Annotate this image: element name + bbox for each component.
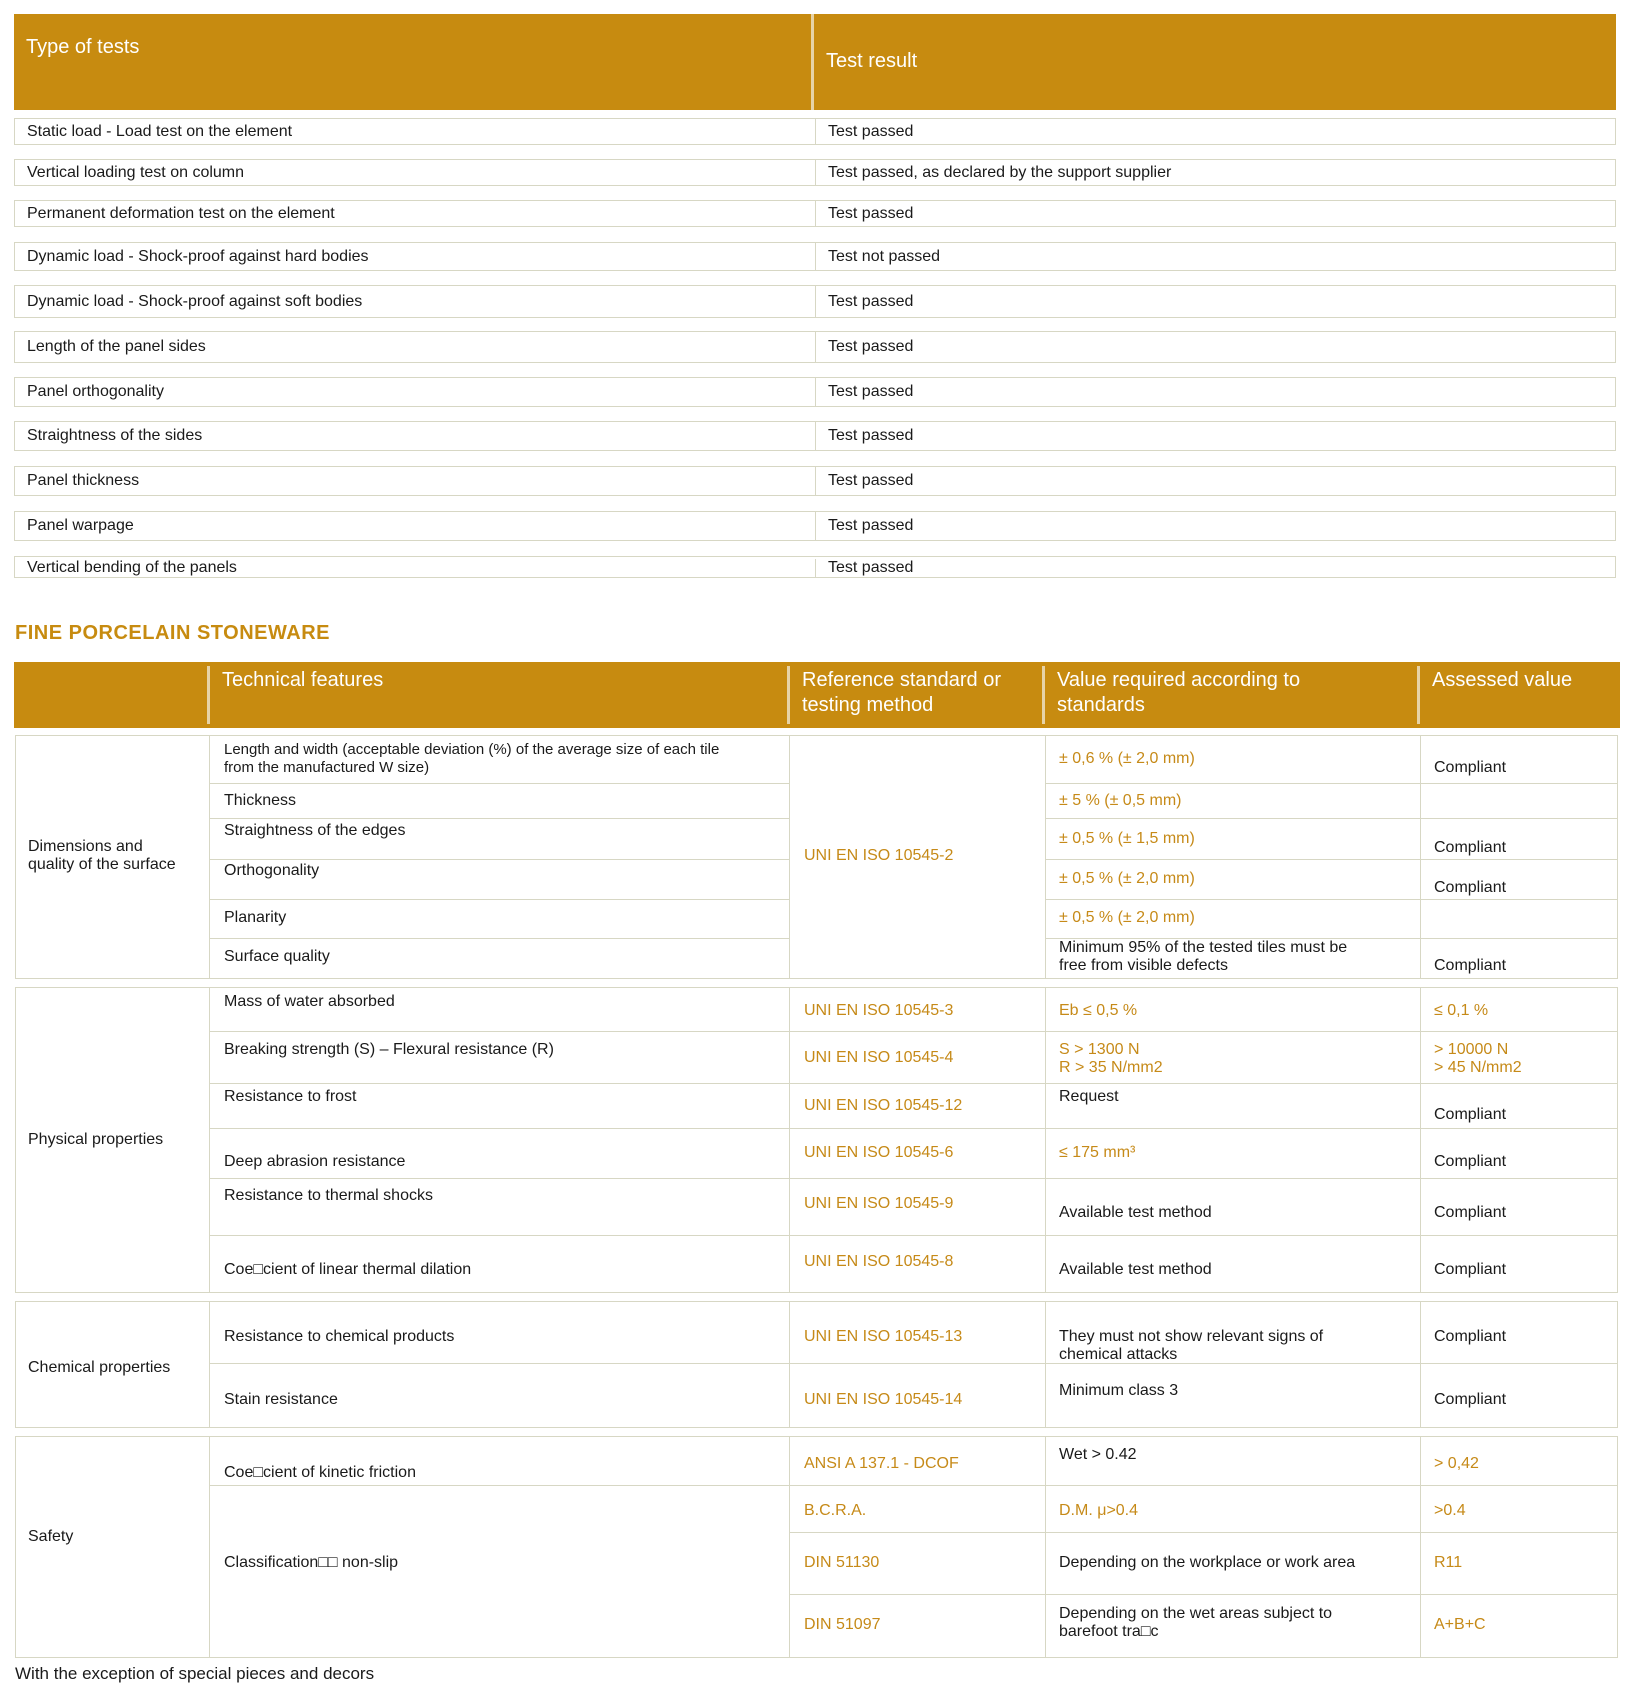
- test-type: Vertical bending of the panels: [15, 559, 816, 577]
- required-value: Depending on the workplace or work area: [1059, 1554, 1356, 1571]
- required-value: Depending on the wet areas subject to barefoot tra□c: [1059, 1605, 1333, 1640]
- feature-label: Deep abrasion resistance: [224, 1153, 406, 1170]
- feature-label: Resistance to chemical products: [224, 1328, 455, 1345]
- reference-standard: DIN 51130: [804, 1554, 880, 1571]
- reference-standard: UNI EN ISO 10545-13: [804, 1328, 963, 1345]
- category-label: Physical properties: [28, 1131, 164, 1148]
- assessed-value: Compliant: [1434, 1391, 1507, 1408]
- table-row: [14, 200, 1616, 227]
- test-type: Static load - Load test on the element: [15, 119, 816, 144]
- header-test-result: Test result: [826, 50, 918, 72]
- reference-standard: UNI EN ISO 10545-12: [804, 1097, 963, 1114]
- header-divider: [1417, 666, 1420, 724]
- test-result: Test passed: [828, 338, 914, 355]
- reference-standard: UNI EN ISO 10545-2: [804, 847, 954, 864]
- test-result: Test passed: [828, 292, 914, 310]
- assessed-value: A+B+C: [1434, 1616, 1486, 1633]
- header-divider: [787, 666, 790, 724]
- required-value: Minimum class 3: [1059, 1382, 1179, 1399]
- required-value: Available test method: [1059, 1261, 1212, 1278]
- required-value: They must not show relevant signs of chemical attacks: [1059, 1328, 1324, 1363]
- test-result: Test passed: [828, 204, 914, 222]
- assessed-value: Compliant: [1434, 1204, 1507, 1221]
- header-divider: [207, 666, 210, 724]
- feature-label: Length and width (acceptable deviation (%) of the average size of each tile from the manufactured W size): [224, 741, 720, 776]
- table-row: [14, 331, 1616, 363]
- table-row: [14, 421, 1616, 451]
- footnote: With the exception of special pieces and decors: [15, 1664, 375, 1683]
- group-safety: [15, 1436, 1618, 1658]
- feature-label: Resistance to frost: [224, 1088, 357, 1105]
- reference-standard: ANSI A 137.1 - DCOF: [804, 1455, 959, 1472]
- assessed-value: Compliant: [1434, 957, 1507, 974]
- group-physical: [15, 987, 1618, 1293]
- feature-label: Coe□cient of linear thermal dilation: [224, 1261, 472, 1278]
- test-type: Panel orthogonality: [15, 378, 816, 406]
- required-value: ± 0,5 % (± 1,5 mm): [1059, 830, 1195, 847]
- assessed-value: ≤ 0,1 %: [1434, 1002, 1489, 1019]
- test-result: Test passed: [828, 472, 914, 489]
- category-label: Dimensions and quality of the surface: [28, 838, 176, 873]
- table-row: [14, 511, 1616, 541]
- assessed-value: Compliant: [1434, 1328, 1507, 1345]
- reference-standard: UNI EN ISO 10545-9: [804, 1195, 954, 1212]
- feature-label: Planarity: [224, 909, 287, 926]
- header-value-required: Value required according to standards: [1057, 669, 1301, 716]
- assessed-value: Compliant: [1434, 1153, 1507, 1170]
- feature-label: Breaking strength (S) – Flexural resistance (R): [224, 1041, 554, 1058]
- test-type: Panel warpage: [15, 512, 816, 540]
- header-technical-features: Technical features: [222, 669, 384, 691]
- reference-standard: UNI EN ISO 10545-6: [804, 1144, 954, 1161]
- required-value: S > 1300 N R > 35 N/mm2: [1059, 1041, 1163, 1076]
- feature-label: Stain resistance: [224, 1391, 338, 1408]
- assessed-value: > 10000 N > 45 N/mm2: [1434, 1041, 1522, 1076]
- feature-label: Coe□cient of kinetic friction: [224, 1464, 416, 1481]
- required-value: Request: [1059, 1088, 1119, 1105]
- required-value: Available test method: [1059, 1204, 1212, 1221]
- reference-standard: UNI EN ISO 10545-14: [804, 1391, 963, 1408]
- required-value: Eb ≤ 0,5 %: [1059, 1002, 1138, 1019]
- table-row: [14, 242, 1616, 271]
- header-reference-standard: Reference standard or testing method: [802, 669, 1002, 716]
- section-title: FINE PORCELAIN STONEWARE: [15, 622, 330, 644]
- test-result: Test not passed: [828, 247, 941, 265]
- required-value: D.M. μ>0.4: [1059, 1502, 1139, 1519]
- test-result: Test passed: [828, 383, 914, 400]
- header-divider: [1042, 666, 1045, 724]
- reference-standard: DIN 51097: [804, 1616, 881, 1633]
- table-row: [14, 466, 1616, 496]
- test-type: Permanent deformation test on the element: [15, 201, 816, 226]
- assessed-value: R11: [1434, 1554, 1463, 1571]
- assessed-value: >0.4: [1434, 1502, 1466, 1519]
- assessed-value: Compliant: [1434, 1261, 1507, 1278]
- assessed-value: > 0,42: [1434, 1455, 1479, 1472]
- category-label: Chemical properties: [28, 1359, 171, 1376]
- assessed-value: Compliant: [1434, 759, 1507, 776]
- feature-label: Thickness: [224, 792, 297, 809]
- feature-label: Resistance to thermal shocks: [224, 1187, 433, 1204]
- feature-label: Straightness of the edges: [224, 822, 406, 839]
- category-label: Safety: [28, 1528, 74, 1545]
- reference-standard: B.C.R.A.: [804, 1502, 867, 1519]
- header-assessed-value: Assessed value: [1432, 669, 1573, 691]
- test-type: Straightness of the sides: [15, 422, 816, 450]
- group-chemical: [15, 1301, 1618, 1428]
- required-value: Wet > 0.42: [1059, 1446, 1137, 1463]
- test-type: Dynamic load - Shock-proof against hard bodies: [15, 243, 816, 270]
- feature-label: Mass of water absorbed: [224, 993, 395, 1010]
- group-dimensions: [15, 735, 1618, 979]
- test-result: Test passed: [828, 559, 914, 576]
- required-value: ± 0,5 % (± 2,0 mm): [1059, 870, 1195, 887]
- test-result: Test passed, as declared by the support supplier: [828, 163, 1172, 181]
- table-row: [14, 159, 1616, 186]
- feature-label: Surface quality: [224, 948, 330, 965]
- reference-standard: UNI EN ISO 10545-4: [804, 1049, 954, 1066]
- required-value: Minimum 95% of the tested tiles must be free from visible defects: [1059, 939, 1348, 974]
- assessed-value: Compliant: [1434, 879, 1507, 896]
- required-value: ± 0,6 % (± 2,0 mm): [1059, 750, 1195, 767]
- required-value: ± 0,5 % (± 2,0 mm): [1059, 909, 1195, 926]
- tests-table: [14, 14, 1616, 576]
- test-type: Panel thickness: [15, 467, 816, 495]
- required-value: ≤ 175 mm³: [1059, 1144, 1136, 1161]
- test-result: Test passed: [828, 517, 914, 534]
- test-type: Dynamic load - Shock-proof against soft bodies: [15, 286, 816, 317]
- assessed-value: Compliant: [1434, 839, 1507, 856]
- test-type: Length of the panel sides: [15, 332, 816, 362]
- assessed-value: Compliant: [1434, 1106, 1507, 1123]
- required-value: ± 5 % (± 0,5 mm): [1059, 792, 1182, 809]
- feature-label: Classification□□ non-slip: [224, 1554, 399, 1571]
- reference-standard: UNI EN ISO 10545-3: [804, 1002, 954, 1019]
- tests-table-header: [14, 14, 1616, 110]
- test-result: Test passed: [828, 122, 914, 140]
- test-result: Test passed: [828, 427, 914, 444]
- feature-label: Orthogonality: [224, 862, 320, 879]
- table-row: [14, 118, 1616, 145]
- table-row: [14, 556, 1616, 578]
- features-table-header: [14, 662, 1620, 728]
- table-row: [14, 377, 1616, 407]
- table-row: [14, 285, 1616, 318]
- header-type-of-tests: Type of tests: [14, 14, 814, 110]
- test-type: Vertical loading test on column: [15, 160, 816, 185]
- reference-standard: UNI EN ISO 10545-8: [804, 1253, 954, 1270]
